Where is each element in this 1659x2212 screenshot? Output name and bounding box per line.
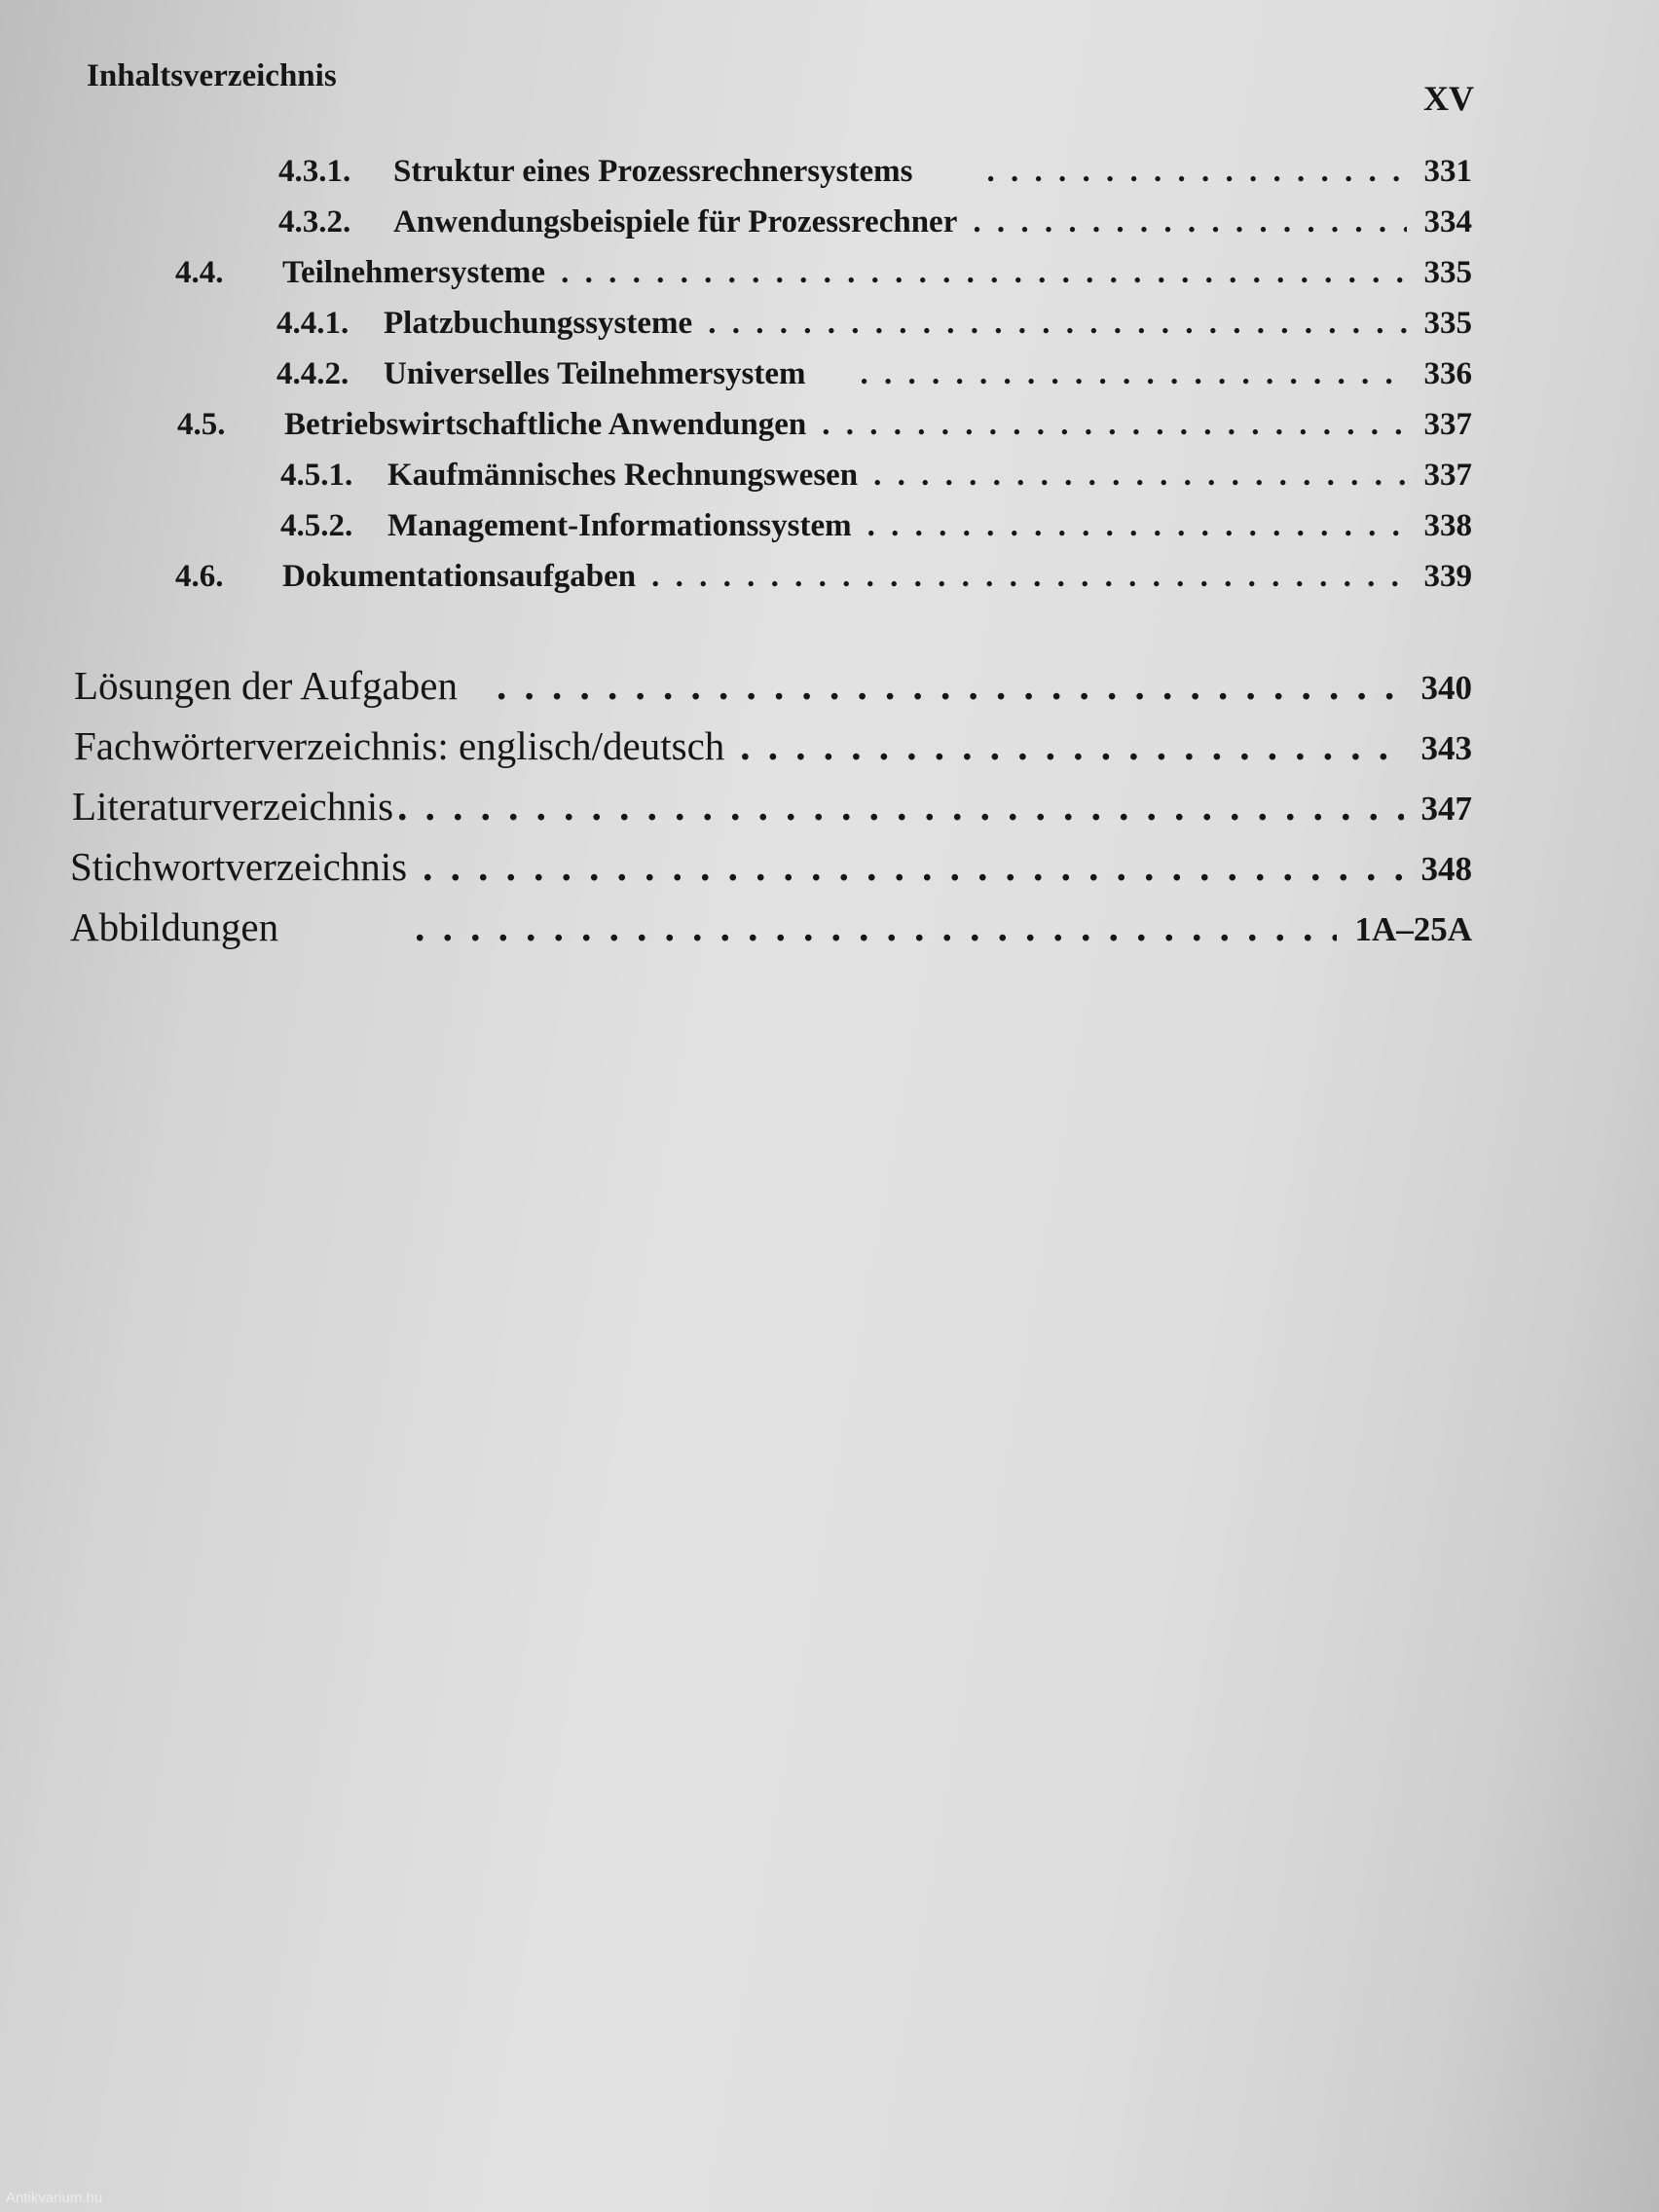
toc-entry (278, 204, 1472, 240)
toc-entry-page: 339 (1423, 559, 1472, 594)
toc-main-entry-page: 1A–25A (1354, 910, 1472, 948)
toc-entry-page: 338 (1423, 508, 1472, 543)
toc-main-entry-title: Abbildungen (70, 904, 279, 949)
toc-entry-page: 335 (1423, 306, 1472, 341)
dot-leader (928, 154, 1406, 190)
dot-leader (423, 843, 1403, 890)
toc-main-entry-page: 340 (1420, 669, 1472, 707)
toc-entry-page: 331 (1423, 154, 1472, 189)
toc-entry-page: 337 (1423, 407, 1472, 442)
toc-entry-page: 336 (1423, 356, 1472, 391)
toc-main-entry-title: Stichwortverzeichnis (70, 844, 408, 889)
running-title: Inhaltsverzeichnis (87, 58, 337, 93)
toc-entry-number: 4.4. (175, 255, 224, 290)
toc-entry-title: Management-Informationssystem (387, 508, 852, 543)
toc-main-entry-title: Lösungen der Aufgaben (74, 663, 458, 708)
dot-leader (867, 508, 1407, 544)
toc-entry-page: 337 (1423, 458, 1472, 493)
toc-entry-number: 4.3.2. (278, 204, 351, 240)
toc-main-entry (74, 722, 1472, 769)
toc-entry-title: Platzbuchungssysteme (384, 306, 693, 341)
dot-leader (822, 356, 1407, 392)
dot-leader (973, 204, 1406, 240)
toc-entry-title: Dokumentationsaufgaben (282, 559, 637, 594)
toc-entry-title: Teilnehmersysteme (282, 255, 546, 290)
dot-leader (561, 255, 1406, 291)
toc-entry-title: Kaufmännisches Rechnungswesen (387, 458, 859, 493)
dot-leader (415, 903, 1337, 950)
toc-entry-number: 4.5.2. (280, 508, 353, 543)
toc-entry-number: 4.3.1. (278, 154, 351, 189)
toc-entry (278, 154, 1472, 190)
page-number: XV (1423, 79, 1474, 118)
toc-entry-title: Struktur eines Prozessrechnersystems (393, 154, 913, 189)
toc-entry (175, 559, 1472, 595)
site-watermark: Antikvarium.hu (6, 2190, 103, 2206)
dot-leader (873, 458, 1406, 494)
dot-leader (822, 407, 1406, 443)
toc-entry-number: 4.4.1. (276, 306, 350, 341)
toc-main-entry (72, 783, 1472, 830)
toc-entry (177, 407, 1472, 443)
toc-main-entry-page: 348 (1420, 850, 1472, 888)
toc-entry-page: 335 (1423, 255, 1472, 290)
toc-main-entry-title: Fachwörterverzeichnis: englisch/deutsch (74, 723, 725, 768)
toc-entry (280, 458, 1472, 494)
toc-main-entry-page: 347 (1420, 790, 1472, 828)
toc-main-entry (74, 662, 1472, 709)
toc-entry-title: Universelles Teilnehmersystem (384, 356, 806, 391)
dot-leader (651, 559, 1406, 595)
toc-entry (175, 255, 1472, 291)
toc-entry-number: 4.5.1. (280, 458, 353, 493)
toc-entry-title: Anwendungsbeispiele für Prozessrechner (393, 204, 958, 240)
toc-main-entry (70, 903, 1472, 950)
dot-leader (397, 783, 1403, 830)
toc-entry (280, 508, 1472, 544)
toc-entry (276, 356, 1472, 392)
dot-leader (740, 722, 1403, 769)
toc-entry-title: Betriebswirtschaftliche Anwendungen (284, 407, 807, 442)
dot-leader (497, 662, 1404, 709)
toc-entry-number: 4.4.2. (276, 356, 350, 391)
toc-main-entry-page: 343 (1420, 729, 1472, 767)
toc-entry-number: 4.6. (175, 559, 224, 594)
toc-main-entry-title: Literaturverzeichnis (72, 784, 394, 829)
toc-main-entry (70, 843, 1472, 890)
toc-entry-number: 4.5. (177, 407, 226, 442)
toc-entry-page: 334 (1423, 204, 1472, 240)
toc-entry (276, 306, 1472, 342)
dot-leader (708, 306, 1406, 342)
